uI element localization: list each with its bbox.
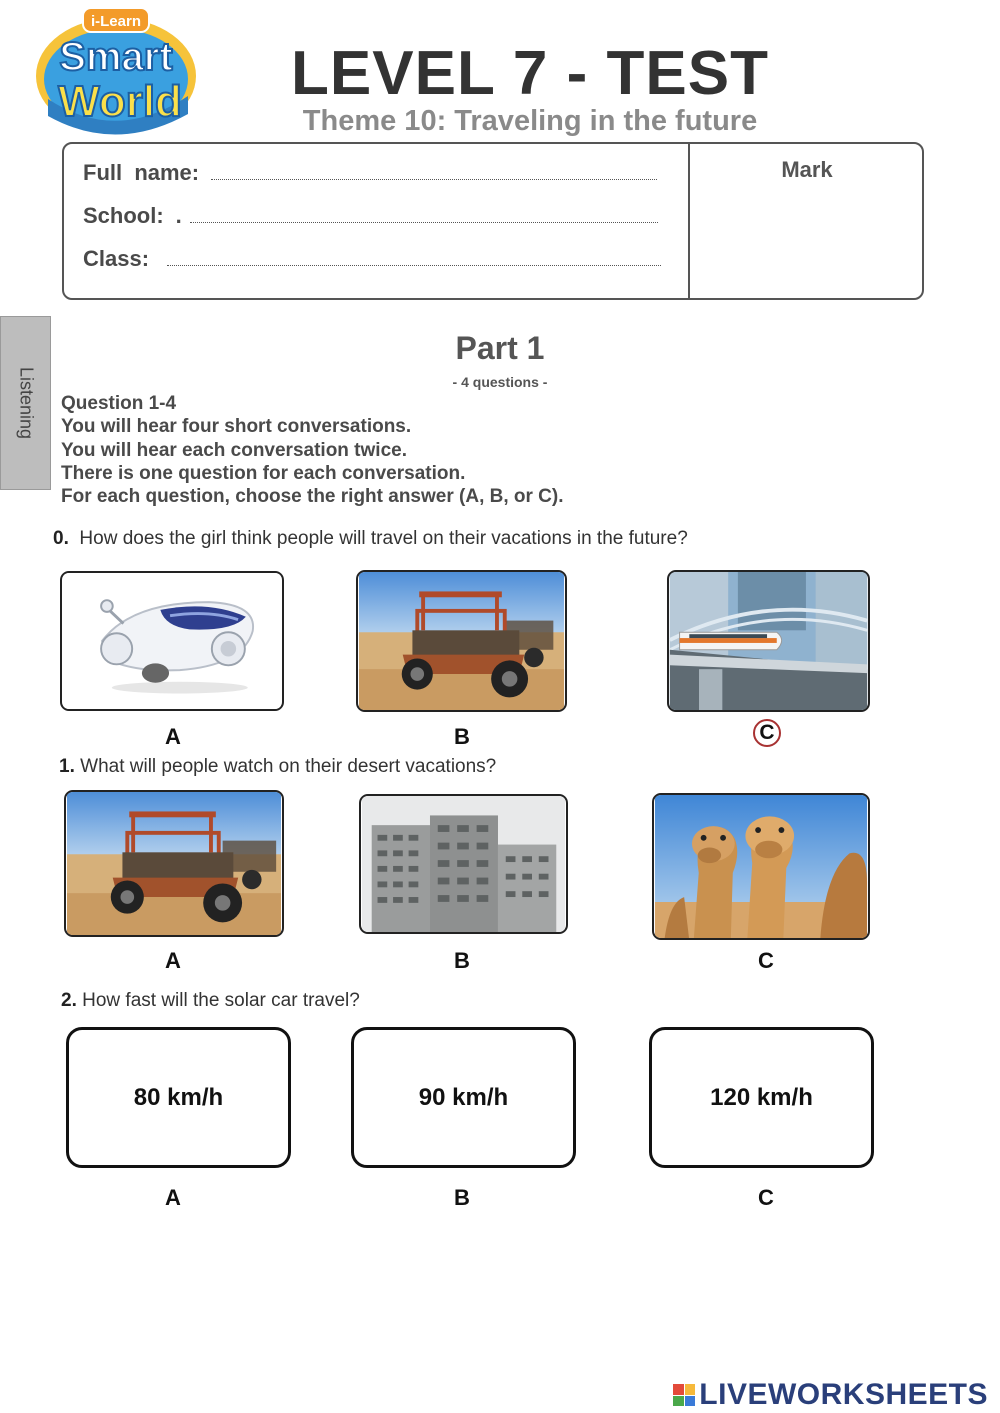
option-label-b: B: [454, 724, 470, 749]
option-box-a[interactable]: 80 km/h: [66, 1027, 291, 1168]
option-label-c: C: [758, 948, 774, 973]
question-0: [53, 528, 688, 550]
option-label-c-selected[interactable]: C: [753, 719, 781, 747]
question-number: 2.: [61, 990, 77, 1011]
school-label: School:: [83, 203, 164, 228]
option-image-camels[interactable]: [652, 793, 870, 940]
question-text: How does the girl think people will travel on their vacations in the future?: [79, 528, 688, 549]
school-field[interactable]: [190, 222, 658, 223]
option-label-a: A: [165, 948, 181, 973]
full-name-row: [83, 160, 657, 186]
option-label-c: C: [758, 1185, 774, 1210]
instruction-line: Question 1-4: [61, 393, 177, 414]
option-label-a: A: [165, 1185, 181, 1210]
instructions: [61, 392, 564, 508]
instruction-line: You will hear each conversation twice.: [61, 439, 407, 461]
side-tab-label: Listening: [16, 366, 36, 440]
full-name-label: Full name:: [83, 160, 200, 185]
question-text: What will people watch on their desert vacations?: [80, 756, 497, 777]
mark-label: Mark: [781, 157, 833, 182]
instruction-line: For each question, choose the right answer (A, B, or C).: [61, 486, 564, 508]
option-image-monorail[interactable]: [667, 570, 870, 712]
footer-brand: LIVEWORKSHEETS: [699, 1378, 988, 1411]
instruction-line: You will hear four short conversations.: [61, 416, 412, 438]
liveworksheets-logo-icon: [673, 1384, 695, 1406]
question-1: [59, 756, 496, 778]
page-title: LEVEL 7 - TEST: [291, 39, 769, 108]
logo-line1-text: Smart: [59, 35, 173, 79]
class-field[interactable]: [167, 265, 661, 266]
page-subtitle: Theme 10: Traveling in the future: [302, 105, 758, 137]
full-name-field[interactable]: [211, 179, 657, 180]
option-box-c[interactable]: 120 km/h: [649, 1027, 874, 1168]
liveworksheets-footer: [673, 1378, 988, 1412]
class-row: [83, 246, 661, 272]
listening-side-tab: [0, 316, 51, 490]
option-label-b: B: [454, 948, 470, 973]
option-image-flying-car[interactable]: [60, 571, 284, 711]
smart-world-logo: [28, 4, 203, 139]
option-image-desert-buggy[interactable]: [64, 790, 284, 937]
part-subtitle: - 4 questions -: [452, 374, 548, 390]
option-label-b: B: [454, 1185, 470, 1210]
question-number: 1.: [59, 756, 75, 777]
question-text: How fast will the solar car travel?: [82, 990, 360, 1011]
question-2: [61, 990, 360, 1012]
option-image-desert-buggy[interactable]: [356, 570, 567, 712]
school-value: .: [175, 203, 182, 228]
option-box-b[interactable]: 90 km/h: [351, 1027, 576, 1168]
part-title: Part 1: [455, 330, 545, 366]
logo-top-text: i-Learn: [90, 13, 142, 30]
instruction-line: There is one question for each conversation.: [61, 462, 466, 484]
logo-line2-text: World: [58, 77, 182, 126]
option-image-apartment-building[interactable]: [359, 794, 568, 934]
school-row: [83, 203, 658, 229]
class-label: Class:: [83, 246, 150, 271]
option-label-a: A: [165, 724, 181, 749]
question-number: 0.: [53, 528, 69, 549]
